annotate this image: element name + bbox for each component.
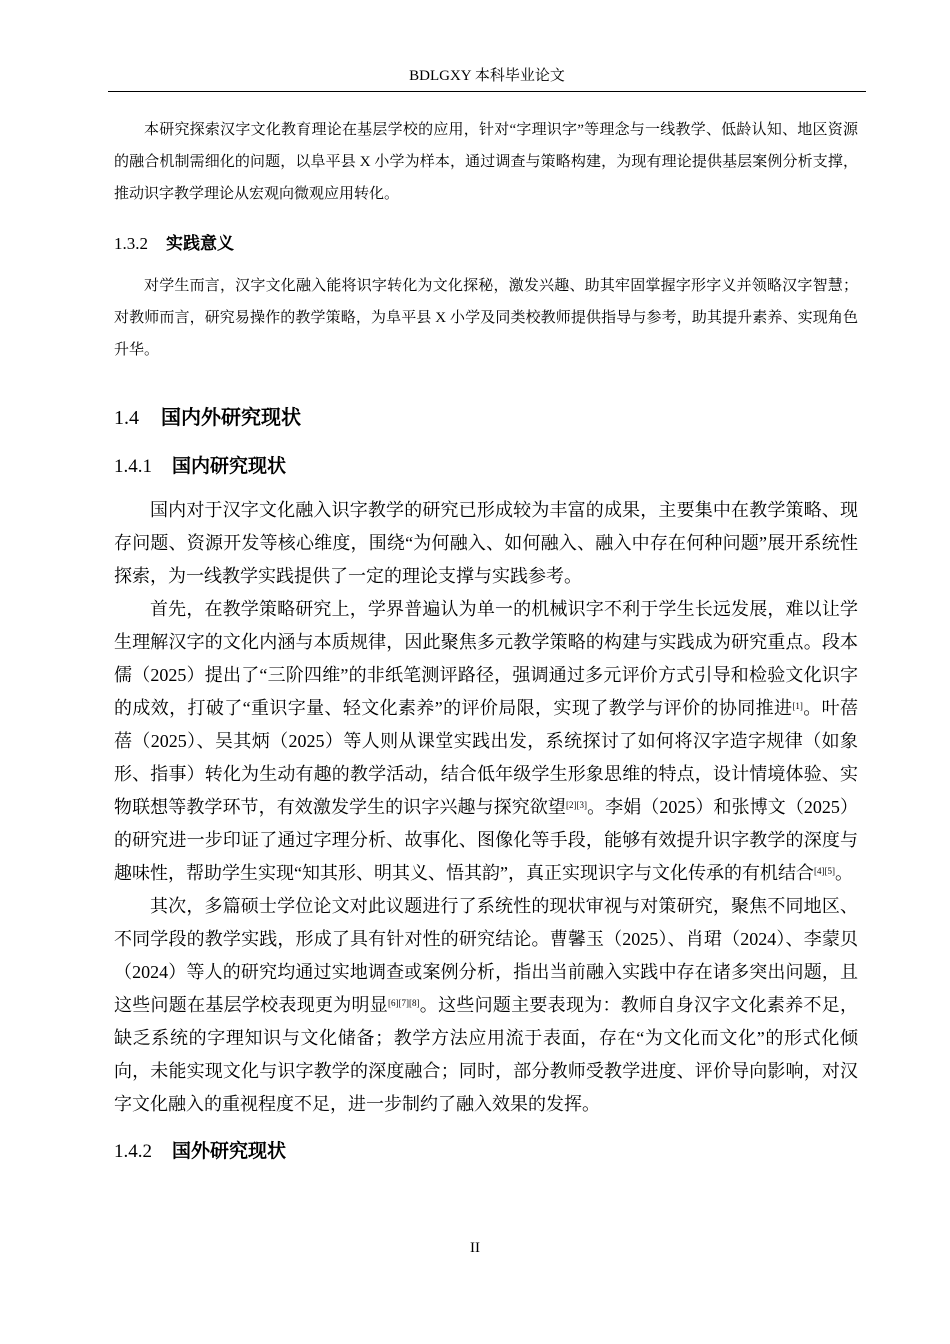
paragraph-text: 。这些问题主要表现为：教师自身汉字文化素养不足，缺乏系统的字理知识与文化储备；教学方法应用流于表面，存在“为文化而文化”的形式化倾向，未能实现文化与识字教学的深度融合；同时，部分教师受教学进度、评价导向影响，对汉字文化融入的重视程度不足，进一步制约了融入效果的发挥。 (114, 995, 858, 1114)
citation-ref: [4][5] (813, 866, 835, 876)
paragraph-domestic-3 (114, 890, 858, 1121)
paragraph-text: 。叶蓓蓓（2025）、吴其炳（2025）等人则从课堂实践出发，系统探讨了如何将汉字造字规律（如象形、指事）转化为生动有趣的教学活动，结合低年级学生形象思维的特点，设计情境体验、实物联想等教学环节，有效激发学生的识字兴趣与探究欲望 (114, 698, 858, 817)
document-body (114, 114, 858, 1165)
citation-ref: [1] (792, 701, 803, 711)
citation-ref: [2][3] (565, 800, 587, 810)
paragraph-text: 首先，在教学策略研究上，学界普遍认为单一的机械识字不利于学生长远发展，难以让学生理解汉字的文化内涵与本质规律，因此聚焦多元教学策略的构建与实践成为研究重点。段本儒（2025）提出了“三阶四维”的非纸笔测评路径，强调通过多元评价方式引导和检验文化识字的成效，打破了“重识字量、轻文化素养”的评价局限，实现了教学与评价的协同推进 (114, 599, 858, 718)
heading-title: 国内研究现状 (172, 456, 287, 477)
heading-title: 国外研究现状 (172, 1141, 287, 1162)
heading-number: 1.4.2 (114, 1141, 152, 1162)
heading-1-4 (114, 404, 858, 432)
heading-1-4-1 (114, 454, 858, 480)
heading-title: 国内外研究现状 (161, 407, 301, 429)
paragraph-text: 。李娟（2025）和张博文（2025）的研究进一步印证了通过字理分析、故事化、图像化等手段，能够有效提升识字教学的深度与趣味性，帮助学生实现“知其形、明其义、悟其韵”，真正实现识字与文化传承的有机结合 (114, 797, 859, 883)
heading-1-3-2 (114, 232, 858, 256)
running-header: BDLGXY 本科毕业论文 (409, 68, 565, 84)
paragraph-text: 。 (834, 863, 853, 883)
paragraph-intro: 本研究探索汉字文化教育理论在基层学校的应用，针对“字理识字”等理念与一线教学、低龄认知、地区资源的融合机制需细化的问题，以阜平县 X 小学为样本，通过调查与策略构建，为现有理论提供基层案例分析支撑，推动识字教学理论从宏观向微观应用转化。 (114, 122, 858, 202)
paragraph-practice: 对学生而言，汉字文化融入能将识字转化为文化探秘，激发兴趣、助其牢固掌握字形字义并领略汉字智慧；对教师而言，研究易操作的教学策略，为阜平县 X 小学及同类校教师提供指导与参考，助其提升素养、实现角色升华。 (114, 278, 858, 358)
heading-number: 1.4 (114, 407, 139, 429)
citation-ref: [6][7][8] (388, 998, 420, 1008)
paragraph-domestic-1: 国内对于汉字文化融入识字教学的研究已形成较为丰富的成果，主要集中在教学策略、现存问题、资源开发等核心维度，围绕“为何融入、如何融入、融入中存在何种问题”展开系统性探索，为一线教学实践提供了一定的理论支撑与实践参考。 (114, 500, 858, 586)
header-rule (108, 91, 866, 92)
paragraph-text: 其次，多篇硕士学位论文对此议题进行了系统性的现状审视与对策研究，聚焦不同地区、不同学段的教学实践，形成了具有针对性的研究结论。曹馨玉（2025）、肖珺（2024）、李蒙贝（2024）等人的研究均通过实地调查或案例分析，指出当前融入实践中存在诸多突出问题，且这些问题在基层学校表现更为明显 (114, 896, 858, 1015)
heading-1-4-2 (114, 1139, 858, 1165)
paragraph-domestic-2 (114, 593, 858, 890)
heading-number: 1.3.2 (114, 234, 148, 253)
heading-number: 1.4.1 (114, 456, 152, 477)
page-number: II (470, 1240, 480, 1256)
heading-title: 实践意义 (166, 234, 234, 253)
